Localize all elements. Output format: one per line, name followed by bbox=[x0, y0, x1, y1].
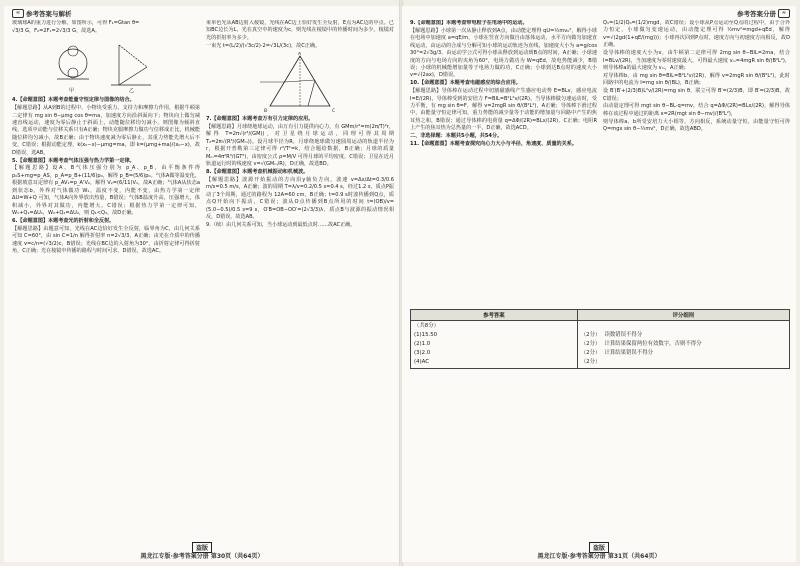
paragraph: 一束光 t=(L/2)/(√3c/2)·2=√3L/(3c)，故C正确。 bbox=[206, 42, 321, 49]
rubric-score-row bbox=[581, 331, 786, 340]
paragraph: 9.（续）由几何关系可知，当小球运动到最低点时……故AC正确。 bbox=[206, 221, 356, 228]
paragraph: 束单色光从AB边射入棱镜，光线在AC边上恰好发生全反射，E点为AC边的中点。已知BC边长为L，光在真空中的速度为c，则光线在棱镜中的传播时间为多少，棱镜对光的折射率为多少。 bbox=[206, 20, 394, 41]
paragraph: 【解题思路】设A、B气体压强分别为 p_A、p_B，由平衡条件得 p₀S+mg=p_AS，p_A=p_B+(11/6)p₀，解得 p_B=(5/6)p₀。气体A做等温变化，根据玻意耳定律有 p_AV₁=p_A'V₂，解得 V₂=(6/11)V₁，故A正确；气体A从状态a到状态b，外界对气体做功 W₁，温度不变，内能不变，由热力学第一定律 ΔU=W+Q 可知，气体A向外界放出热量，B错误；气体B温度升高，压强增大，体积减小，外界对其做功，内能增大，C错误；根据热力学第一定律可知，W₁+Q₁=ΔU₁，W₂+Q₂=ΔU₂，则 Q₁<Q₂，故D正确。 bbox=[12, 165, 200, 216]
paragraph: Q₁=(1/2)Q₀=(1/2)mgd，故C错误；设小球从P点运动至Q点的过程中，由于合外力恒定，小球做匀变速运动，由动能定理可得 ½mv²=mgd+qEd，解得 v=√(2gd(1+qE/(mg)))；小球再次回到P点时，速度方向与初速度方向相反，故D正确。 bbox=[603, 20, 790, 49]
brand-logo bbox=[12, 9, 72, 18]
rubric-total: （共8分） bbox=[414, 323, 439, 329]
force-diagram-figure bbox=[12, 37, 200, 95]
rubric-score-row bbox=[581, 358, 786, 367]
rubric-note: 计算结果错误不得分 bbox=[604, 350, 653, 356]
svg-text:B: B bbox=[264, 109, 268, 115]
section-heading: 二、非选择题：本题共5小题，共54分。 bbox=[410, 133, 503, 140]
rubric-answer-3: (3)2.0 bbox=[414, 350, 431, 356]
paragraph: 玻璃球A的重力进行分解，如图所示，可得 F₁=Gtan θ= bbox=[12, 20, 140, 26]
section-heading: 5.【命题意图】本题考查气体压强与热力学第一定律。 bbox=[12, 157, 135, 164]
left-running-head bbox=[12, 6, 394, 20]
right-page bbox=[402, 6, 796, 562]
section-heading: 10.【命题意图】本题考查电磁感应的综合应用。 bbox=[410, 80, 521, 87]
prism-figure bbox=[206, 52, 394, 114]
paragraph: 【解题思路】波源开始振动的方向沿y轴负方向，波速 v=Δx/Δt=0.3/0.6 m/s=0.5 m/s，A正确；波的周期 T=λ/v=0.2/0.5 s=0.4 s，经过1.2 s，质点P振动了3个周期，通过的路程为 12A=60 cm，B正确；t=0.9 s时波传播到Q点，质点Q开始向下振动，C错误；波从O点传播到B点所用的时间 t=(OB)/v=(5.0−0.5)/0.5 s=9 s，O′B=OB−OO′=(2√3/3)λ，质点B与波源的振动情况相反，D错误，故选AB。 bbox=[206, 176, 394, 220]
right-running-head bbox=[410, 6, 790, 20]
paragraph: 【解题思路】导体棒在运动过程中切割磁感线产生感应电动势 E=BLv，感应电流 I=E/(2R)，导体棒受到的安培力 F=BIL=B²L²v/(2R)。当导体棒做匀速运动时，受力平衡，有 mg sin θ=F，解得 v=2mgR sin θ/(B²L²)，A正确；导体棒下滑过程中，由能量守恒定律可知，重力势能的减少量等于动能的增加量与回路中产生的焦耳热之和，B错误；通过导体棒的电荷量 q=ΔΦ/(2R)=BLx/(2R)，C正确；电阻R上产生的焦耳热为总热量的一半，D正确，故选ACD。 bbox=[410, 88, 597, 132]
rubric-header-scoring: 评分细则 bbox=[577, 310, 789, 321]
rubric-note: 计算结果保留两位有效数字，否则不得分 bbox=[604, 341, 702, 347]
rubric-points: （2分） bbox=[580, 332, 601, 338]
piracy-stamp: 盗版 bbox=[192, 542, 212, 553]
right-brand-logo bbox=[737, 9, 790, 18]
paragraph: 【解题思路】由题意可知，光线在AC边恰好发生全反射，临界角为C，由几何关系可知 C=60°，由 sin C=1/n 解得折射率 n=2√3/3，A正确；由光在介质中的传播速度 v=c/n=(√3/2)c，B错误；光线在BC边的入射角为30°，由折射定律可得折射角，C正确；光在棱镜中传播的路程与时间可求，D错误，故选AC。 bbox=[12, 225, 200, 254]
svg-text:C: C bbox=[332, 109, 336, 115]
section-heading: 11.【命题意图】本题考查探究向心力大小与半径、角速度、质量的关系。 bbox=[410, 141, 577, 147]
paragraph: 则导体棒a、b所受安培力大小相等，方向相反，系统动量守恒，由能量守恒可得 Q=mgx sin θ−½mv²，D正确，故选ABD。 bbox=[603, 118, 790, 133]
paragraph: 【解题思路】从A到B的过程中，小物块受重力、支持力和摩擦力作用，根据牛顿第二定律有 mg sin θ−μmg cos θ=ma，加速度方向沿斜面向下；物块向上做匀减速直线运动，速度为零后静止于斜面上，动能随位移均匀减小，则图像为倾斜直线，选项中动能与位移关系只有A正确；物块克服摩擦力做功与位移成正比，机械能随位移均匀减小，故B正确；由于物块速度减为零后静止，其重力势能先增大后不变，C错误；根据动能定理，k(x₀−x)−μmg=ma，即 k=(μmg+ma)/(x₀−x)，故D错误，选AB。 bbox=[12, 105, 200, 156]
paragraph: 对导体棒b，由 mg sin θ=BIL=B²L²v/(2R)，解得 v=2mgR sin θ/(B²L²)，此时回路中的电流为 I=mg sin θ/(BL)，B正确； bbox=[603, 72, 790, 87]
right-column-1 bbox=[410, 20, 597, 306]
brand-text: 参考答案与解析 bbox=[26, 9, 72, 18]
right-column-2 bbox=[603, 20, 790, 306]
rubric-points: （2分） bbox=[580, 359, 601, 365]
rubric-note: 读数错误不得分 bbox=[604, 332, 643, 338]
prism-svg bbox=[250, 52, 350, 114]
paragraph: 由动量定理可得 mgt sin θ−BL·q=mv，结合 q=ΔΦ/(2R)=BLx/(2R)，解得导体棒在该过程中通过的距离 x=2R(mgt sin θ−mv)/(B²L²)， bbox=[603, 103, 790, 117]
svg-text:甲: 甲 bbox=[69, 88, 75, 95]
rubric-scoring-cell bbox=[577, 321, 789, 369]
svg-text:A: A bbox=[298, 52, 302, 58]
rubric-points: （2分） bbox=[580, 341, 601, 347]
rubric-answer-1: (1)15.50 bbox=[414, 332, 438, 338]
rubric-score-row bbox=[581, 349, 786, 358]
rubric-header-answer: 参考答案 bbox=[411, 310, 578, 321]
left-page-footer: 黑龙江专版·参考答案分册 第30页（共64页） bbox=[140, 553, 264, 560]
rubric-score-row bbox=[581, 340, 786, 349]
paragraph: √3/3 G，F₂=2F₁=2√3/3 G，故选A。 bbox=[12, 27, 100, 34]
left-column-2 bbox=[206, 20, 394, 542]
force-diagram-svg bbox=[51, 37, 161, 95]
right-page-footer: 黑龙江专版·参考答案分册 第31页（共64页） bbox=[537, 553, 661, 560]
section-heading: 8.【命题意图】本题考查机械振动和机械波。 bbox=[206, 168, 309, 175]
logo-mark-icon: ≈ bbox=[778, 9, 790, 18]
paragraph: 设导体棒的速度大小为v，由牛顿第二定律可得 2mg sin θ−BIL=2ma，结合 I=BLv/(2R)，当加速度为零时速度最大，可得最大速度 vₘ=4mgR sin θ/(B²L²)，则导体棒a的最大速度为 vₘ，A正确； bbox=[603, 50, 790, 71]
left-page bbox=[4, 6, 400, 562]
paragraph: 设 B′(B′+(2/3)B)L²v/(2R)=mg sin θ，联立可得 B′=(2/3)B，即 B′=(2/3)B，故C错误； bbox=[603, 88, 790, 102]
scoring-rubric-table bbox=[410, 309, 790, 369]
section-heading: 4.【命题意图】本题考查能量守恒定律与图像的结合。 bbox=[12, 97, 135, 104]
logo-mark-icon: ≈ bbox=[12, 9, 24, 18]
rubric-answer-cell bbox=[411, 321, 578, 369]
paragraph: 【解题思路】小球第一次从静止释放到A点，由动能定理得 qU=½mv₀²，解得小球在电场中加速度 a=qE/m，小球在竖直方向做自由落体运动，水平方向做匀加速直线运动，由运动的合成与分解可知小球的运动轨迹为直线，加速度大小为 a=g/cos 30°=2√3g/3，由运动学公式可得小球从释放到运动到B点的时间，A正确；小球速度的方向与电场方向的夹角为60°，电场力做功为 W=qEd，故电势能减少，B错误；小球的机械能增加量等于电场力做的功，C正确；小球到达B点时的速度大小 v=√(2ax)，D错误。 bbox=[410, 27, 597, 79]
section-heading: 6.【命题意图】本题考查光的折射和全反射。 bbox=[12, 217, 115, 224]
rubric-score-spacer bbox=[581, 322, 786, 331]
rubric-points: （2分） bbox=[580, 350, 601, 356]
section-heading: 7.【命题意图】本题考查万有引力定律的应用。 bbox=[206, 116, 314, 123]
rubric-answer-2: (2)1.0 bbox=[414, 341, 431, 347]
piracy-stamp: 盗版 bbox=[589, 542, 609, 553]
rubric-answer-4: (4)AC bbox=[414, 359, 429, 365]
section-heading: 9.【命题意图】本题考查带电粒子在电场中的运动。 bbox=[410, 20, 528, 26]
left-column-1 bbox=[12, 20, 200, 542]
right-brand-text: 参考答案分册 bbox=[737, 9, 776, 18]
svg-text:乙: 乙 bbox=[129, 88, 135, 95]
paragraph: 【解题思路】月球绕地球运动，由万有引力提供向心力，有 GMm/r²=m(2π/T)²r，解得 T=2π√(r³/(GM))，对卫星绕月球运动，同理可得其周期 T₂=2π√(R³/(GMₘ))。设月球半径为R，月球绕地球做匀速圆周运动的轨道半径为r，根据开普勒第三定律可得 r³/T²=k，结合题给数据，B正确；月球的质量 Mₘ=4π²R³/(GT²)，由密度公式 ρ=M/V 可得月球的平均密度，C错误；卫星在近月轨道运行时的线速度 v=√(GMₘ/R)，D正确，故选BD。 bbox=[206, 124, 394, 168]
